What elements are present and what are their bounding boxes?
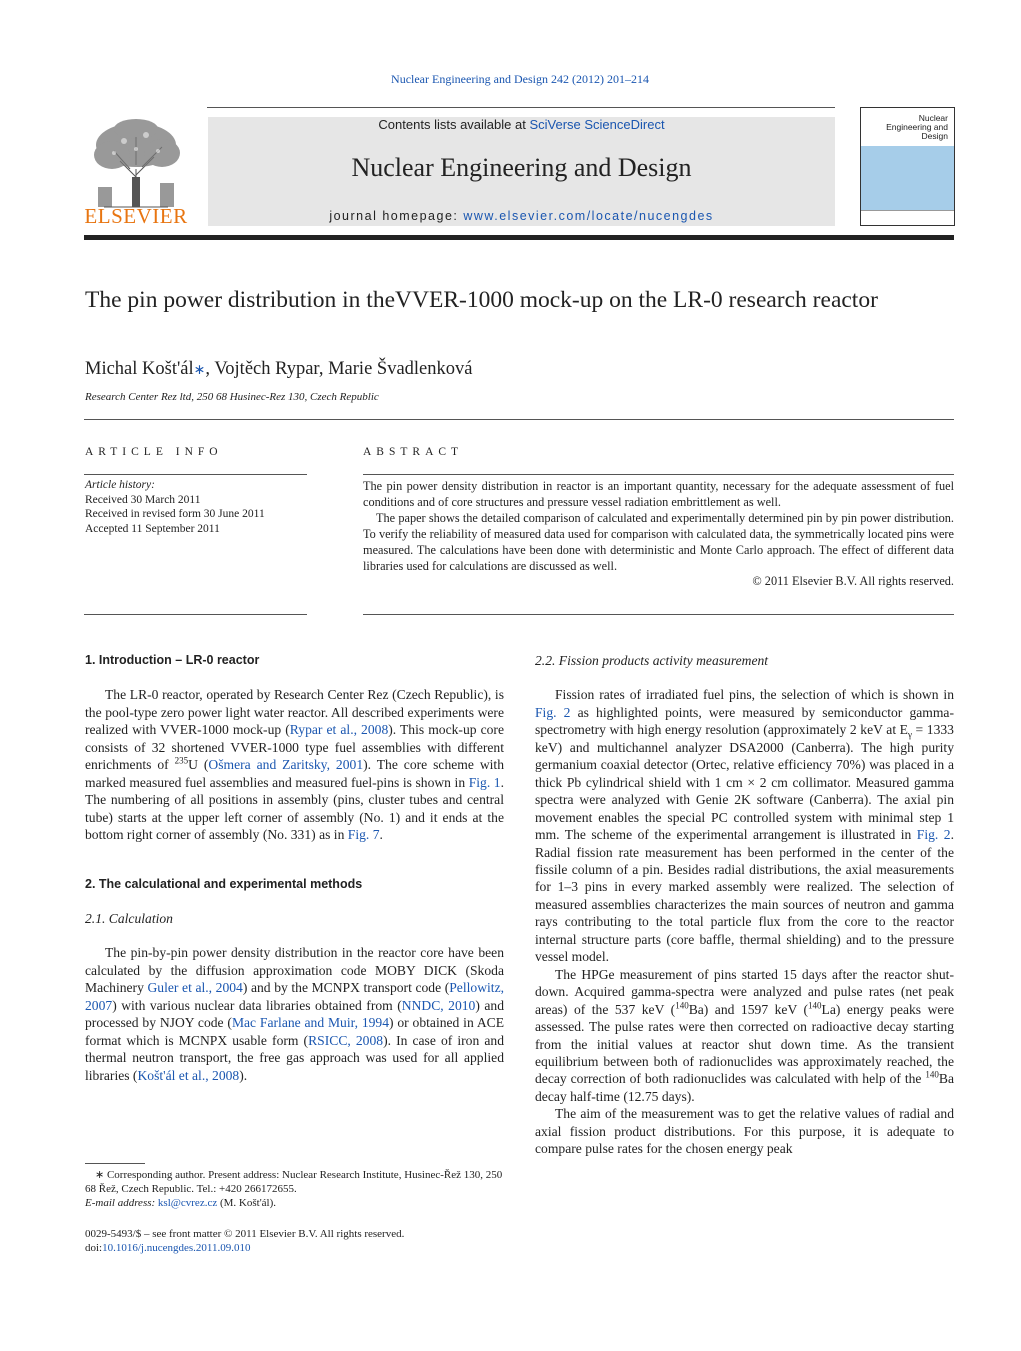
history-label: Article history: <box>85 479 155 491</box>
abstract-paragraph-1: The pin power density distribution in reactor is an important quantity, necessary for the adequate assessment of fuel conditions and of core structures and pressure vessel radiation embrittlement as well. <box>363 479 954 509</box>
email-label: E-mail address: <box>85 1197 158 1210</box>
revised-date: Received in revised form 30 June 2011 <box>85 508 265 521</box>
abstract-bottom-rule <box>363 614 954 615</box>
text-run: ) and by the MCNPX transport code ( <box>242 980 450 996</box>
journal-banner <box>208 117 835 226</box>
text-run: ). This mock-up core consists of 32 shortened VVER-1000 type fuel assemblies with different enrichments of <box>85 722 504 773</box>
title-rule <box>84 419 954 420</box>
text-run: = 1333 keV) and multichannel analyzer DSA2000 (Canberra). The high purity germanium coaxial detector (Ortec, relative efficiency 70%) was placed in a thick Pb cylindrical shield with 1 cm × 2 cm collimator. Measured gamma spectra were analyzed with Genie 2K software (Canberra). The axial pin movement enables the special PC controlled system with minimal step 1 mm. The scheme of the experimental arrangement is illustrated in <box>535 722 954 843</box>
subscript-gamma: γ <box>907 730 912 741</box>
superscript-235: 235 <box>174 755 189 766</box>
sciverse-link[interactable]: SciVerse ScienceDirect <box>529 117 665 132</box>
front-matter <box>85 1227 504 1256</box>
abstract-paragraph-2: The paper shows the detailed comparison of calculated and experimentally determined pin by pin power distribution. To verify the reliability of measured data used for comparison with calculated data, the symmetrically located pins were measured. The calculations have been done with deterministic and Monte Carlo approach. The effect of different data libraries used for calculations are discussed as well. <box>363 510 954 573</box>
abstract-body <box>363 479 954 590</box>
elsevier-tree-icon <box>84 117 188 209</box>
ref-rsicc-2008[interactable]: RSICC, 2008 <box>308 1032 384 1048</box>
text-run: Ba) and 1597 keV ( <box>688 1001 809 1017</box>
ref-macfarlane-1994[interactable]: Mac Farlane and Muir, 1994 <box>231 1015 390 1031</box>
section-2-2-heading: 2.2. Fission products activity measurement <box>535 653 769 668</box>
cover-image <box>861 146 954 210</box>
doi-link[interactable]: 10.1016/j.nucengdes.2011.09.010 <box>102 1242 251 1255</box>
text-run: ). In case of iron and thermal neutron transport, the free gas approach was used for all applied libraries ( <box>85 1032 504 1083</box>
section-2-2-paragraph-1 <box>535 686 954 965</box>
contents-prefix: Contents lists available at <box>378 117 530 132</box>
homepage-link[interactable]: www.elsevier.com/locate/nucengdes <box>463 209 714 223</box>
corresponding-author-mark[interactable]: ∗ <box>193 363 206 378</box>
ref-nndc-2010[interactable]: NNDC, 2010 <box>401 997 476 1013</box>
journal-cover-thumbnail[interactable] <box>860 107 955 226</box>
text-run: . Radial fission rate measurement has been performed in the center of the fissile column of a pin. Besides radial distributions, the axial measurements for 1–3 pins in every marked assembly were realized. The selection of measured assemblies characterizes the main sources of neutron and gamma rays contributing to the total particle flux from the core to the reactor internal structure parts (core baffle, thermal shielding) and to the pressure vessel model. <box>535 827 954 965</box>
article-info-rule <box>84 474 307 475</box>
header-thick-rule <box>84 235 954 240</box>
section-2-heading: 2. The calculational and experimental methods <box>85 876 363 891</box>
article-info-heading: ARTICLE INFO <box>85 446 223 458</box>
text-run: ) or obtained in ACE format which is MCNPX usable form ( <box>85 1015 505 1048</box>
text-run: . <box>379 827 383 843</box>
elsevier-wordmark: ELSEVIER <box>84 204 188 228</box>
doi-line <box>85 1241 504 1255</box>
author-list <box>85 359 472 380</box>
cover-title: Nuclear Engineering and Design <box>886 113 948 141</box>
ref-osmera-2001[interactable]: Ošmera and Zaritsky, 2001 <box>208 757 364 773</box>
accepted-date: Accepted 11 September 2011 <box>85 522 220 535</box>
footnote <box>85 1168 504 1211</box>
received-date: Received 30 March 2011 <box>85 493 201 506</box>
footnote-rule <box>85 1163 145 1164</box>
superscript-140: 140 <box>925 1069 939 1080</box>
text-run: ) with various nuclear data libraries obtained from ( <box>112 997 402 1013</box>
text-run: . The numbering of all positions in assembly (pins, cluster tubes and central tube) starts at the upper left corner of assembly (No. 1) and it ends at the bottom right corner of assembly (No. 331) as in <box>85 774 504 843</box>
email-link[interactable]: ksl@cvrez.cz <box>157 1197 218 1210</box>
superscript-140: 140 <box>808 1000 822 1011</box>
section-2-1-paragraph <box>85 944 504 1084</box>
abstract-heading: ABSTRACT <box>363 446 464 458</box>
section-2-2-paragraph-3: The aim of the measurement was to get the relative values of radial and axial fission product distributions. For this purpose, it is adequate to compare pulse rates for the chosen energy peak <box>535 1106 954 1157</box>
ref-pellowitz-2007[interactable]: Pellowitz, 2007 <box>85 980 504 1013</box>
contents-line <box>208 117 835 132</box>
text-run: ) and processed by NJOY code ( <box>85 997 504 1031</box>
ref-fig-7[interactable]: Fig. 7 <box>347 827 380 843</box>
text-run: (M. Košt'ál). <box>217 1197 277 1210</box>
cover-footer <box>861 210 954 225</box>
text-run: ). <box>239 1067 248 1083</box>
ref-fig-2-scheme[interactable]: Fig. 2 <box>916 827 951 843</box>
front-matter-line: 0029-5493/$ – see front matter © 2011 Elsevier B.V. All rights reserved. <box>85 1228 405 1240</box>
text-run: Ba decay half-time (12.75 days). <box>535 1071 954 1104</box>
other-authors: , Vojtěch Rypar, Marie Švadlenková <box>205 359 473 379</box>
text-run: Fission rates of irradiated fuel pins, the selection of which is shown in <box>555 687 954 703</box>
ref-fig-2[interactable]: Fig. 2 <box>535 704 571 720</box>
text-run: The pin-by-pin power density distribution in the reactor core have been calculated by the diffusion approximation code MOBY DICK (Skoda Machinery <box>85 945 504 996</box>
author-1: Michal Košt'ál <box>85 359 194 379</box>
ref-kostal-2008[interactable]: Košt'ál et al., 2008 <box>137 1067 240 1083</box>
article-history <box>85 478 265 536</box>
journal-name: Nuclear Engineering and Design <box>351 153 692 182</box>
section-2-2-paragraph-2 <box>535 966 954 1106</box>
ref-rypar-2008[interactable]: Rypar et al., 2008 <box>289 722 389 738</box>
homepage-prefix: journal homepage: <box>329 209 464 223</box>
footnote-corresponding <box>85 1168 504 1196</box>
text-run: La) energy peaks were assessed. The pulse rates were then corrected on radioactive decay starting from the initial values at reactor shut down time. As the transient equilibrium between both of radionuclides was approximately reached, the decay correction of both radionuclides was calculated with help of the <box>535 1001 954 1087</box>
text-run: as highlighted points, were measured by semiconductor gamma-spectrometry with high energy resolution (approximately 2 keV at E <box>535 704 954 738</box>
doi-prefix: doi: <box>85 1242 103 1255</box>
body-left-column <box>85 652 504 1084</box>
section-1-paragraph <box>85 686 504 843</box>
body-right-column <box>535 652 954 1158</box>
abstract-copyright: © 2011 Elsevier B.V. All rights reserved. <box>752 574 954 589</box>
text-run: Corresponding author. Present address: Nuclear Research Institute, Husinec-Řež 130, 250 68 Řež, Czech Republic. Tel.: +420 266172655. <box>85 1169 503 1196</box>
abstract-rule <box>363 474 954 475</box>
elsevier-logo <box>84 117 188 229</box>
ref-fig-1[interactable]: Fig. 1 <box>468 774 501 790</box>
section-1-heading: 1. Introduction – LR-0 reactor <box>85 653 260 667</box>
journal-citation[interactable]: Nuclear Engineering and Design 242 (2012) 201–214 <box>391 72 649 86</box>
text-run: ). The core scheme with marked measured fuel assemblies and measured fuel-pins is shown in <box>85 757 504 790</box>
homepage-line <box>208 209 835 223</box>
superscript-140: 140 <box>675 1000 689 1011</box>
section-2-1-heading: 2.1. Calculation <box>85 910 173 926</box>
footnote-email <box>85 1196 504 1210</box>
affiliation: Research Center Rez ltd, 250 68 Husinec-Rez 130, Czech Republic <box>85 391 379 403</box>
article-info-bottom-rule <box>84 614 307 615</box>
ref-guler-2004[interactable]: Guler et al., 2004 <box>147 980 243 996</box>
text-run: U ( <box>188 757 209 773</box>
text-run: The HPGe measurement of pins started 15 days after the reactor shut-down. Acquired gamma-spectra were analyzed and pulse rates (net peak areas) of the 537 keV ( <box>535 966 954 1017</box>
text-run: The LR-0 reactor, operated by Research Center Rez (Czech Republic), is the pool-type zero power light water reactor. All described experiments were realized with VVER-1000 mock-up ( <box>85 687 504 738</box>
header-rule <box>207 107 835 108</box>
article-title: The pin power distribution in theVVER-1000 mock-up on the LR-0 research reactor <box>85 287 878 313</box>
footnote-mark: ∗ <box>95 1169 105 1181</box>
cover-top <box>861 108 954 146</box>
